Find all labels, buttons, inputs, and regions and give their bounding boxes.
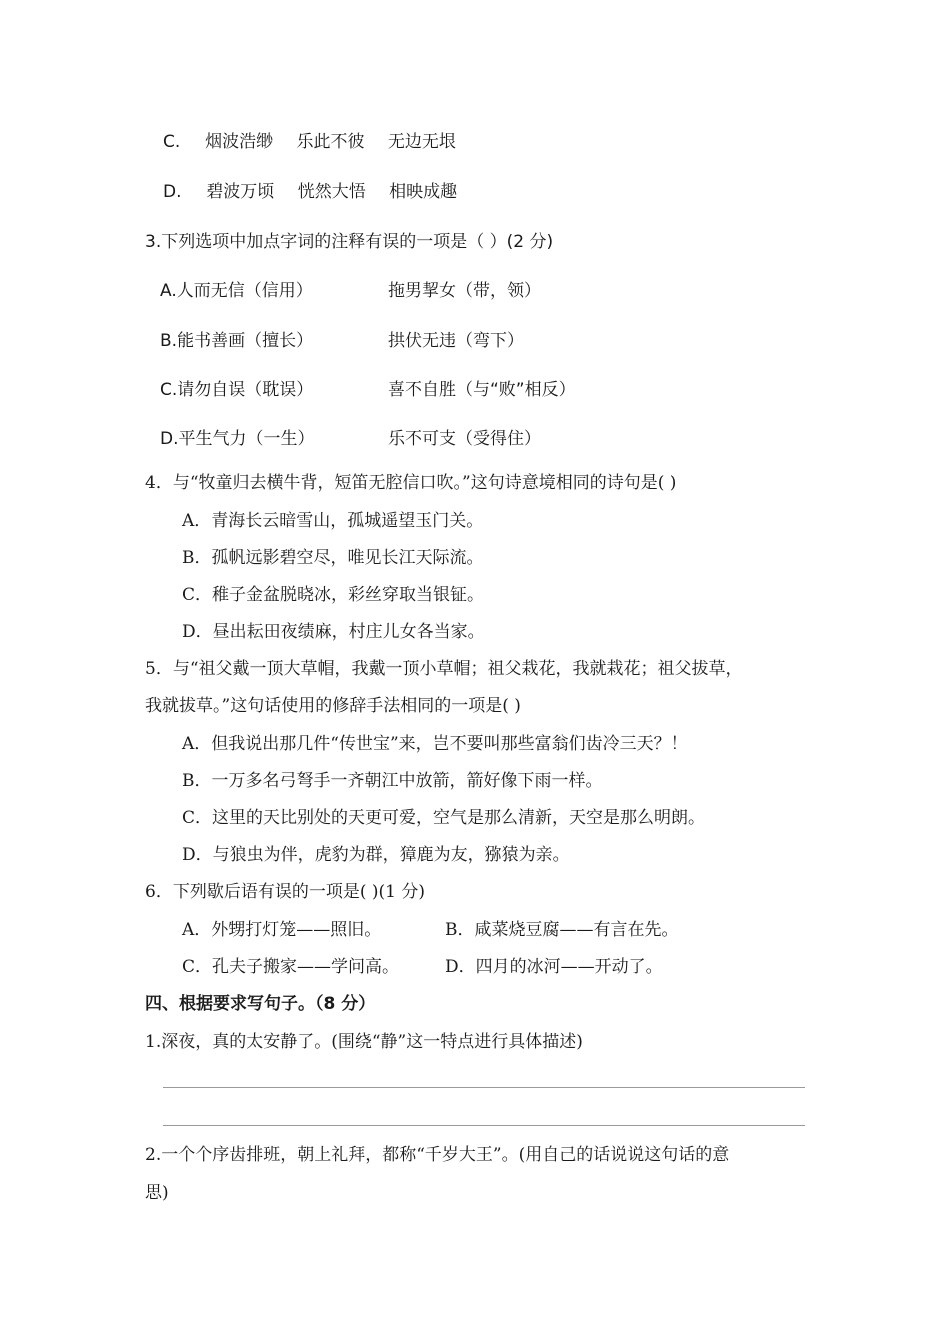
- q3-option-a-right: 拖男挈女（带，领）: [388, 281, 541, 301]
- q3-option-d-right: 乐不可支（受得住）: [388, 429, 541, 449]
- q2-option-c: C. 烟波浩缈 乐此不彼 无边无垠: [163, 132, 456, 152]
- section-4-heading: 四、根据要求写句子。（8 分）: [145, 994, 376, 1014]
- q3-option-d-left: D.平生气力（一生）: [160, 429, 315, 449]
- answer-line-2: [163, 1125, 805, 1126]
- q6-option-c: C．孔夫子搬家——学问高。: [182, 957, 400, 977]
- section-4-q2-line2: 思): [145, 1183, 169, 1203]
- q5-stem-line1: 5．与“祖父戴一顶大草帽，我戴一顶小草帽；祖父栽花，我就栽花；祖父拔草，: [145, 659, 743, 679]
- q6-option-d: D．四月的冰河——开动了。: [445, 957, 663, 977]
- q6-stem: 6．下列歇后语有误的一项是( )(1 分): [145, 882, 425, 902]
- q5-option-d: D．与狼虫为伴，虎豹为群，獐鹿为友，猕猿为亲。: [182, 845, 570, 865]
- q5-option-a: A．但我说出那几件“传世宝”来，岂不要叫那些富翁们齿冷三天？！: [182, 734, 688, 754]
- q5-option-c: C．这里的天比别处的天更可爱，空气是那么清新，天空是那么明朗。: [182, 808, 706, 828]
- q5-stem-line2: 我就拔草。”这句话使用的修辞手法相同的一项是( ): [145, 696, 521, 716]
- q3-option-b-left: B.能书善画（擅长）: [160, 331, 314, 351]
- section-4-q1: 1.深夜，真的太安静了。(围绕“静”这一特点进行具体描述): [145, 1032, 583, 1052]
- q3-stem: 3.下列选项中加点字词的注释有误的一项是（ ）(2 分): [145, 232, 554, 252]
- q4-stem: 4．与“牧童归去横牛背，短笛无腔信口吹。”这句诗意境相同的诗句是( ): [145, 473, 677, 493]
- q4-option-b: B．孤帆远影碧空尽，唯见长江天际流。: [182, 548, 484, 568]
- q2-option-d: D. 碧波万顷 恍然大悟 相映成趣: [163, 182, 458, 202]
- q3-option-b-right: 拱伏无违（弯下）: [388, 331, 524, 351]
- answer-line-1: [163, 1087, 805, 1088]
- q3-option-c-right: 喜不自胜（与“败”相反）: [388, 380, 576, 400]
- q4-option-c: C．稚子金盆脱晓冰，彩丝穿取当银钲。: [182, 585, 485, 605]
- q3-option-c-left: C.请勿自误（耽误）: [160, 380, 314, 400]
- q3-option-a-left: A.人而无信（信用）: [160, 281, 313, 301]
- section-4-q2-line1: 2.一个个序齿排班，朝上礼拜，都称“千岁大王”。(用自己的话说说这句话的意: [145, 1145, 730, 1165]
- q4-option-a: A．青海长云暗雪山，孤城遥望玉门关。: [182, 511, 484, 531]
- q5-option-b: B．一万多名弓弩手一齐朝江中放箭，箭好像下雨一样。: [182, 771, 603, 791]
- q6-option-a: A．外甥打灯笼——照旧。: [182, 920, 382, 940]
- q4-option-d: D．昼出耘田夜绩麻，村庄儿女各当家。: [182, 622, 485, 642]
- q6-option-b: B．咸菜烧豆腐——有言在先。: [445, 920, 679, 940]
